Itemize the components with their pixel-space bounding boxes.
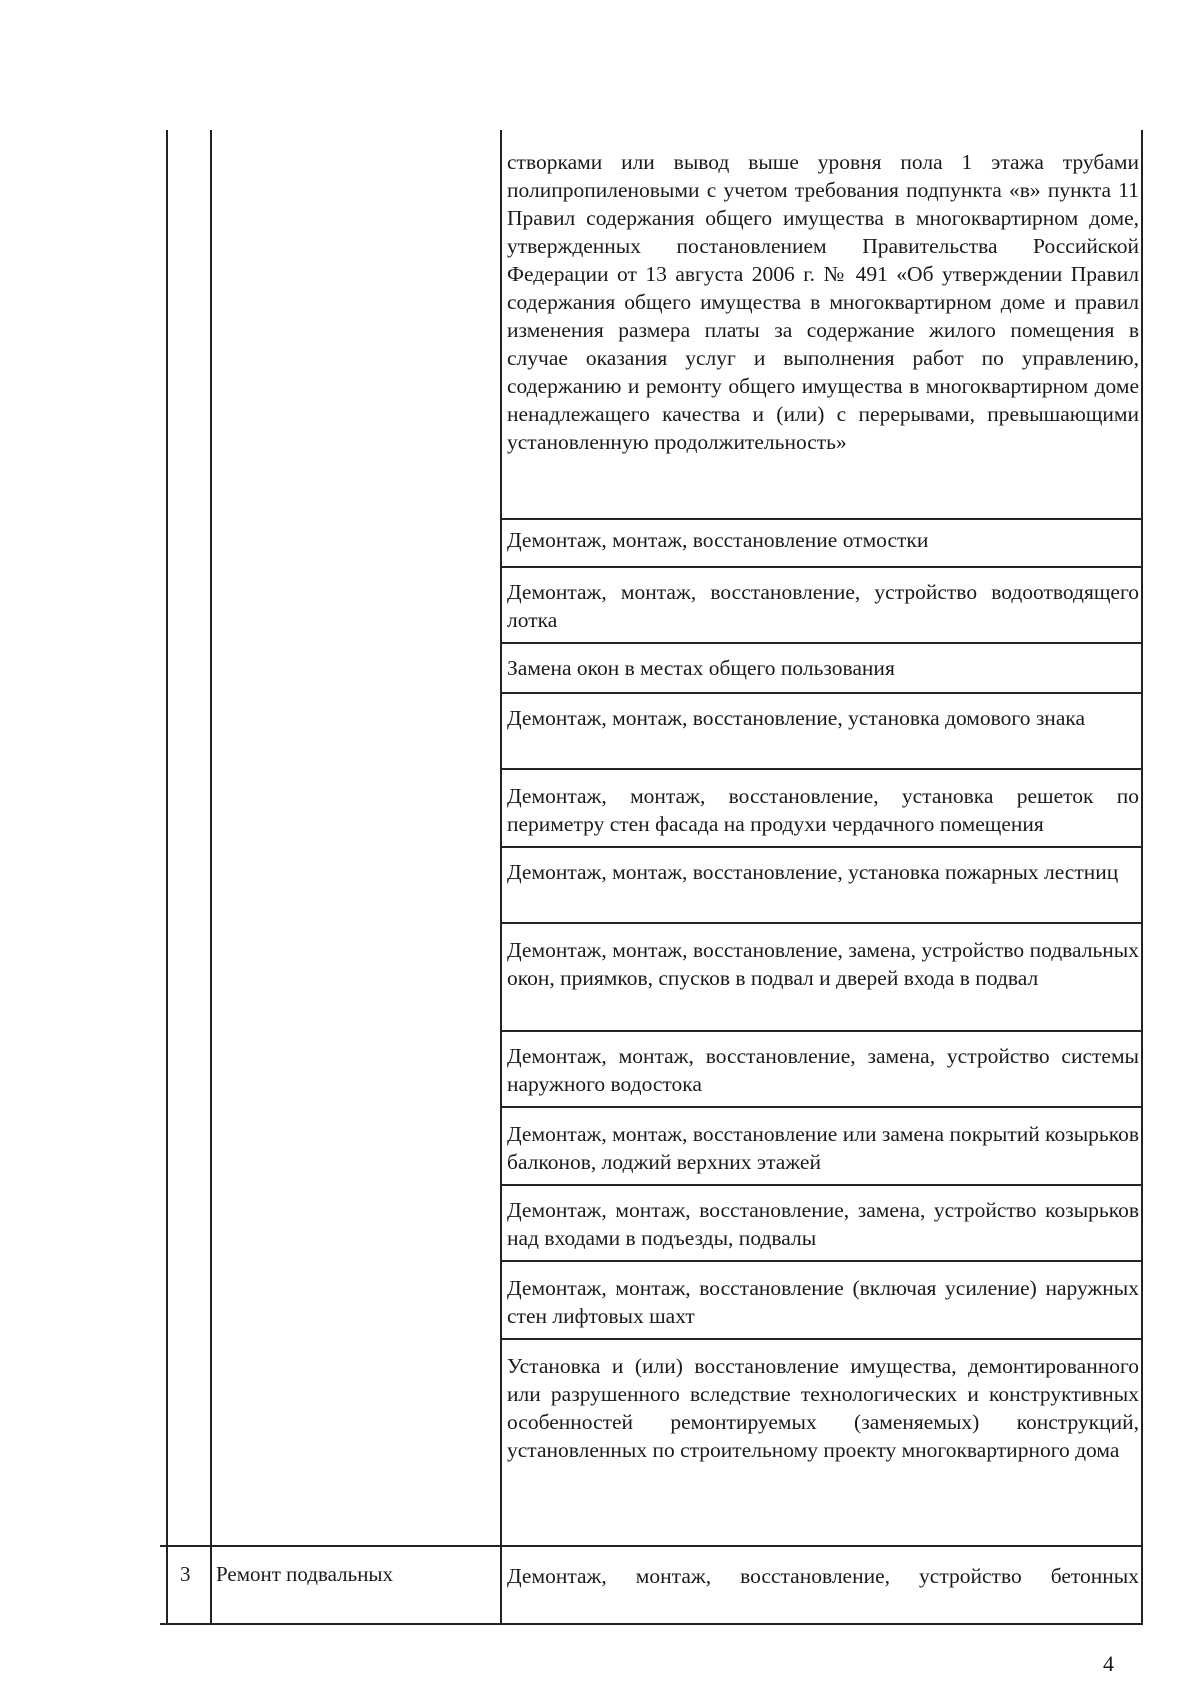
row-divider [500,1184,1143,1186]
row-description: створками или вывод выше уровня пола 1 этажа трубами полипропиленовыми с учетом требования подпункта «в» пункта 11 Правил содержания общего имущества в многоквартирном доме, утвержденных постановлением Правительства Российской Федерации от 13 августа 2006 г. № 491 «Об утверждении Правил содержания общего имущества в многоквартирном доме и правил изменения размера платы за содержание жилого помещения в случае оказания услуг и выполнения работ по управлению, содержанию и ремонту общего имущества в многоквартирном доме ненадлежащего качества и (или) с перерывами, превышающими установленную продолжительность» [507,150,1139,454]
row-description: Демонтаж, монтаж, восстановление (включая усиление) наружных стен лифтовых шахт [507,1276,1139,1328]
row-description: Демонтаж, монтаж, восстановление, замена, устройство козырьков над входами в подъезды, подвалы [507,1198,1139,1250]
row-divider [500,922,1143,924]
row-description: Демонтаж, монтаж, восстановление, устройство бетонных [507,1564,1139,1588]
page-number: 4 [1103,1651,1114,1676]
row-description: Установка и (или) восстановление имущества, демонтированного или разрушенного вследствие технологических и конструктивных особенностей ремонтируемых (заменяемых) конструкций, установленных по строительному проекту многоквартирного дома [507,1354,1139,1462]
table-border-bottom [160,1623,1143,1625]
row-divider [500,518,1143,520]
work-type: Ремонт подвальных [216,1562,394,1586]
row-divider [500,1260,1143,1262]
row-divider [500,642,1143,644]
table-border-right [1141,130,1143,1625]
row-description: Демонтаж, монтаж, восстановление отмостки [507,528,929,552]
row-divider [500,846,1143,848]
row-description: Демонтаж, монтаж, восстановление, устройство водоотводящего лотка [507,580,1139,632]
row-divider [500,768,1143,770]
row-description: Демонтаж, монтаж, восстановление или замена покрытий козырьков балконов, лоджий верхних этажей [507,1122,1139,1174]
table-border-col2 [500,130,502,1625]
row-divider [500,1106,1143,1108]
row-description: Замена окон в местах общего пользования [507,656,895,680]
row-description: Демонтаж, монтаж, восстановление, установка пожарных лестниц [507,860,1119,884]
row-description: Демонтаж, монтаж, восстановление, установка домового знака [507,706,1086,730]
row-divider [500,566,1143,568]
row-description: Демонтаж, монтаж, восстановление, замена, устройство системы наружного водостока [507,1044,1139,1096]
table-border-col1 [210,130,212,1625]
row-divider-full [160,1545,1143,1547]
row-number: 3 [180,1562,191,1586]
table-border-left [166,130,168,1625]
row-divider [500,692,1143,694]
row-divider [500,1030,1143,1032]
row-description: Демонтаж, монтаж, восстановление, установка решеток по периметру стен фасада на продухи чердачного помещения [507,784,1139,836]
row-description: Демонтаж, монтаж, восстановление, замена, устройство подвальных окон, приямков, спусков в подвал и дверей входа в подвал [507,938,1139,990]
row-divider [500,1338,1143,1340]
